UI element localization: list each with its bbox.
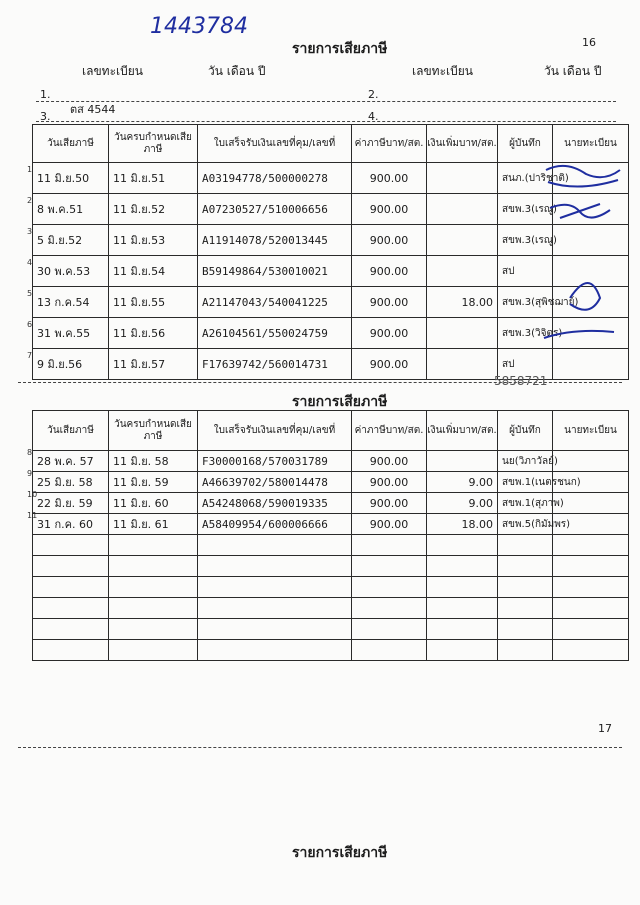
cell-due-date-text: 11 มิ.ย.55	[113, 296, 166, 309]
separator-number: 5858721	[494, 374, 548, 388]
table-row	[33, 472, 629, 493]
cell-receipt	[198, 163, 352, 194]
cell-recorder	[498, 598, 553, 619]
cell-receipt	[198, 225, 352, 256]
cell-recorder-text: สขพ.1(เนตรชนก)	[502, 476, 581, 488]
cell-due-date-text: 11 มิ.ย. 61	[113, 518, 169, 531]
table-row	[33, 535, 629, 556]
cell-extra	[427, 535, 498, 556]
table-row	[33, 640, 629, 661]
page-separator	[18, 747, 622, 748]
table-row	[33, 577, 629, 598]
cell-receipt	[198, 287, 352, 318]
cell-tax	[352, 349, 427, 380]
cell-tax-date-text: 11 มิ.ย.50	[37, 172, 90, 185]
cell-registrar	[553, 640, 629, 661]
table-header-row	[33, 411, 629, 451]
cell-due-date-text: 11 มิ.ย. 58	[113, 455, 169, 468]
cell-due-date	[109, 256, 198, 287]
cell-receipt-text: A07230527/510006656	[202, 202, 328, 216]
cell-due-date	[109, 493, 198, 514]
cell-extra	[427, 514, 498, 535]
cell-receipt	[198, 598, 352, 619]
cell-tax-date	[27, 349, 109, 380]
cell-registrar	[553, 577, 629, 598]
cell-recorder-text: สขพ.1(สุภาพ)	[502, 497, 564, 509]
row-number: 7	[27, 351, 33, 360]
cell-receipt	[198, 349, 352, 380]
col-tax: ค่าภาษีบาท/สต.	[352, 411, 427, 451]
row-number: 3	[27, 227, 33, 236]
cell-extra-text: 18.00	[461, 517, 493, 531]
cell-due-date	[109, 556, 198, 577]
cell-extra-text: 9.00	[468, 496, 493, 510]
cell-tax-date	[33, 535, 109, 556]
cell-recorder	[498, 472, 581, 493]
cell-extra	[427, 194, 498, 225]
cell-registrar	[553, 535, 629, 556]
cell-receipt	[198, 472, 352, 493]
cell-due-date	[109, 287, 198, 318]
cell-due-date-text: 11 มิ.ย.52	[113, 203, 166, 216]
cell-receipt	[198, 451, 352, 472]
cell-extra	[427, 225, 498, 256]
cell-extra	[427, 349, 498, 380]
cell-tax-text: 900.00	[369, 496, 409, 510]
cell-recorder	[498, 619, 553, 640]
cell-receipt-text: A21147043/540041225	[202, 295, 328, 309]
col-registrar: นายทะเบียน	[553, 125, 629, 163]
cell-due-date-text: 11 มิ.ย.51	[113, 172, 166, 185]
cell-tax-text: 900.00	[369, 202, 409, 216]
page-title-next: รายการเสียภาษี	[292, 845, 388, 861]
table-row	[33, 514, 629, 535]
table-row	[33, 619, 629, 640]
cell-tax-date-text: 9 มิ.ย.56	[37, 358, 83, 371]
cell-due-date	[109, 194, 198, 225]
row-number: 11	[27, 511, 38, 520]
cell-receipt-text: A03194778/500000278	[202, 171, 328, 185]
row-number: 1	[27, 165, 33, 174]
cell-extra	[427, 577, 498, 598]
cell-tax	[352, 598, 427, 619]
line-4-label: 4.	[368, 110, 379, 123]
reg-label-right: เลขทะเบียน	[412, 64, 473, 78]
cell-recorder	[498, 640, 553, 661]
cell-tax-date	[27, 194, 109, 225]
row-number: 9	[27, 469, 33, 478]
cell-due-date	[109, 598, 198, 619]
cell-receipt	[198, 535, 352, 556]
line-1-value: ตส 4544	[70, 103, 116, 116]
cell-receipt	[198, 318, 352, 349]
cell-recorder-text: สขพ.3(เรณู)	[502, 234, 557, 246]
cell-due-date	[109, 225, 198, 256]
table-row	[33, 556, 629, 577]
cell-tax-date-text: 13 ก.ค.54	[37, 296, 90, 309]
dotted-line	[36, 121, 616, 122]
cell-tax	[352, 472, 427, 493]
cell-tax-date	[27, 318, 109, 349]
cell-due-date	[109, 577, 198, 598]
cell-receipt	[198, 514, 352, 535]
cell-due-date-text: 11 มิ.ย.54	[113, 265, 166, 278]
cell-due-date	[109, 640, 198, 661]
col-receipt: ใบเสร็จรับเงินเลขที่คุม/เลขที่	[198, 125, 352, 163]
table-header-row	[33, 125, 629, 163]
col-receipt: ใบเสร็จรับเงินเลขที่คุม/เลขที่	[198, 411, 352, 451]
cell-due-date-text: 11 มิ.ย.56	[113, 327, 166, 340]
cell-due-date	[109, 514, 198, 535]
cell-extra	[427, 598, 498, 619]
cell-registrar	[553, 598, 629, 619]
col-extra: เงินเพิ่มบาท/สต.	[427, 125, 498, 163]
cell-extra	[427, 640, 498, 661]
row-number: 2	[27, 196, 33, 205]
cell-tax	[352, 451, 427, 472]
tax-table-bottom	[27, 410, 629, 661]
cell-extra	[427, 287, 498, 318]
cell-receipt	[198, 256, 352, 287]
cell-recorder-text: สขพ.3(เรณู)	[502, 203, 557, 215]
row-number: 10	[27, 490, 38, 499]
cell-tax	[352, 194, 427, 225]
cell-due-date	[109, 451, 198, 472]
cell-extra	[427, 163, 498, 194]
cell-tax-text: 900.00	[369, 357, 409, 371]
cell-recorder	[498, 493, 564, 514]
col-due-date: วันครบกำหนดเสียภาษี	[109, 411, 198, 451]
line-1-label: 1.	[40, 88, 51, 101]
table-row	[33, 598, 629, 619]
col-recorder: ผู้บันทึก	[498, 125, 553, 163]
handwritten-number: 1443784	[150, 14, 248, 39]
cell-tax	[352, 493, 427, 514]
cell-tax	[352, 225, 427, 256]
cell-tax-text: 900.00	[369, 264, 409, 278]
cell-receipt	[198, 577, 352, 598]
cell-tax-date	[27, 287, 109, 318]
cell-tax-date	[33, 640, 109, 661]
page-number-bottom: 17	[598, 722, 612, 735]
cell-recorder	[498, 577, 553, 598]
dotted-line	[36, 101, 616, 102]
cell-tax-date	[33, 556, 109, 577]
cell-due-date	[109, 163, 198, 194]
cell-tax-date-text: 31 ก.ค. 60	[37, 518, 93, 531]
cell-tax-text: 900.00	[369, 475, 409, 489]
cell-recorder-text: สขพ.3(สุพิชฌาย์)	[502, 296, 579, 308]
cell-due-date	[109, 472, 198, 493]
cell-tax-date	[27, 448, 109, 472]
cell-recorder	[498, 514, 571, 535]
col-extra: เงินเพิ่มบาท/สต.	[427, 411, 498, 451]
page-title-bottom: รายการเสียภาษี	[292, 394, 388, 410]
cell-receipt	[198, 556, 352, 577]
cell-receipt	[198, 493, 352, 514]
cell-tax-date	[27, 225, 109, 256]
cell-extra-text: 9.00	[468, 475, 493, 489]
col-tax-date: วันเสียภาษี	[33, 411, 109, 451]
col-due-date: วันครบกำหนดเสียภาษี	[109, 125, 198, 163]
cell-recorder	[498, 556, 553, 577]
cell-due-date	[109, 318, 198, 349]
cell-tax-date-text: 8 พ.ค.51	[37, 203, 84, 216]
cell-tax-date-text: 22 มิ.ย. 59	[37, 497, 93, 510]
cell-due-date-text: 11 มิ.ย.53	[113, 234, 166, 247]
cell-receipt-text: A11914078/520013445	[202, 233, 328, 247]
cell-tax-date-text: 25 มิ.ย. 58	[37, 476, 93, 489]
cell-receipt	[198, 619, 352, 640]
cell-tax	[352, 256, 427, 287]
cell-receipt-text: F30000168/570031789	[202, 454, 328, 468]
date-label-right: วัน เดือน ปี	[544, 64, 602, 78]
cell-extra	[427, 451, 498, 472]
cell-tax-date	[33, 577, 109, 598]
cell-due-date-text: 11 มิ.ย. 60	[113, 497, 169, 510]
cell-extra	[427, 256, 498, 287]
cell-tax	[352, 619, 427, 640]
cell-tax-date-text: 5 มิ.ย.52	[37, 234, 83, 247]
cell-due-date-text: 11 มิ.ย. 59	[113, 476, 169, 489]
row-number: 4	[27, 258, 33, 267]
cell-extra	[427, 318, 498, 349]
cell-tax	[352, 577, 427, 598]
cell-extra	[427, 493, 498, 514]
cell-tax	[352, 318, 427, 349]
cell-tax-text: 900.00	[369, 171, 409, 185]
cell-tax-date	[27, 511, 109, 535]
cell-tax	[352, 163, 427, 194]
cell-tax-text: 900.00	[369, 233, 409, 247]
cell-tax-date	[27, 490, 109, 514]
cell-tax-date	[33, 619, 109, 640]
cell-extra	[427, 472, 498, 493]
cell-tax-date	[27, 469, 109, 493]
row-number: 5	[27, 289, 33, 298]
table-row	[33, 451, 629, 472]
line-3-label: 3.	[40, 110, 51, 123]
cell-tax-date-text: 31 พ.ค.55	[37, 327, 91, 340]
cell-recorder-text: สนภ.(ปาริชาติ)	[502, 172, 569, 184]
cell-tax-date-text: 30 พ.ค.53	[37, 265, 91, 278]
cell-recorder-text: สขพ.5(กิมัมพร)	[502, 518, 571, 530]
col-tax-date: วันเสียภาษี	[33, 125, 109, 163]
cell-due-date	[109, 619, 198, 640]
page-title-top: รายการเสียภาษี	[292, 41, 388, 57]
table-row	[33, 493, 629, 514]
cell-tax	[352, 535, 427, 556]
cell-receipt	[198, 194, 352, 225]
cell-receipt	[198, 640, 352, 661]
cell-recorder-text: สป	[502, 358, 515, 370]
cell-tax	[352, 514, 427, 535]
cell-tax-text: 900.00	[369, 517, 409, 531]
date-label-left: วัน เดือน ปี	[208, 64, 266, 78]
cell-tax-date	[27, 256, 109, 287]
cell-registrar	[553, 556, 629, 577]
page-number-top: 16	[582, 36, 596, 49]
cell-registrar	[553, 451, 629, 472]
registrar-signatures	[540, 158, 630, 358]
cell-tax-text: 900.00	[369, 454, 409, 468]
cell-receipt-text: F17639742/560014731	[202, 357, 328, 371]
cell-receipt-text: A26104561/550024759	[202, 326, 328, 340]
cell-receipt-text: A58409954/600006666	[202, 517, 328, 531]
row-number: 6	[27, 320, 33, 329]
cell-tax-date	[33, 598, 109, 619]
col-tax: ค่าภาษีบาท/สต.	[352, 125, 427, 163]
cell-recorder-text: สขพ.3(วิจิตร)	[502, 327, 563, 339]
row-number: 8	[27, 448, 33, 457]
cell-tax	[352, 640, 427, 661]
cell-recorder-text: สป	[502, 265, 515, 277]
cell-tax-text: 900.00	[369, 295, 409, 309]
cell-due-date-text: 11 มิ.ย.57	[113, 358, 166, 371]
cell-due-date	[109, 349, 198, 380]
col-registrar: นายทะเบียน	[553, 411, 629, 451]
cell-recorder	[498, 451, 558, 472]
cell-tax	[352, 287, 427, 318]
cell-receipt-text: A54248068/590019335	[202, 496, 328, 510]
cell-extra-text: 18.00	[461, 295, 493, 309]
cell-tax-date-text: 28 พ.ค. 57	[37, 455, 94, 468]
cell-extra	[427, 619, 498, 640]
cell-tax-date	[27, 163, 109, 194]
cell-receipt-text: A46639702/580014478	[202, 475, 328, 489]
cell-recorder	[498, 535, 553, 556]
cell-receipt-text: B59149864/530010021	[202, 264, 328, 278]
cell-registrar	[553, 619, 629, 640]
cell-tax-text: 900.00	[369, 326, 409, 340]
reg-label-left: เลขทะเบียน	[82, 64, 143, 78]
cell-due-date	[109, 535, 198, 556]
col-recorder: ผู้บันทึก	[498, 411, 553, 451]
cell-recorder-text: นย(วิภาวัลย์)	[502, 455, 558, 467]
line-2-label: 2.	[368, 88, 379, 101]
cell-extra	[427, 556, 498, 577]
cell-tax	[352, 556, 427, 577]
